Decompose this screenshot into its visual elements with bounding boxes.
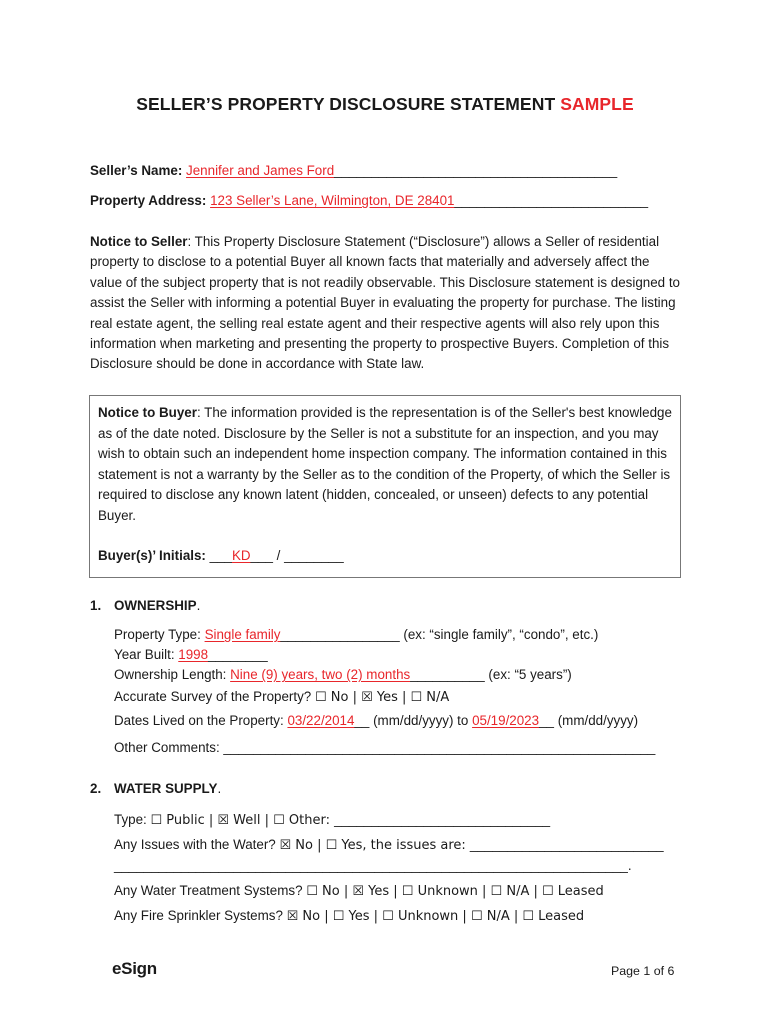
- notice-seller-text: : This Property Disclosure Statement (“Disclosure”) allows a Seller of residential property to disclose to a potential Buyer all known facts that materially and adversely affect the value of the subject property that is not readily observable. This Disclosure statement is designed to assist the Seller with informing a potential Buyer in evaluating the property for purchase. The listing real estate agent, the selling real estate agent and their respective agents will also rely upon this information when marketing and presenting the property to prospective Buyers. Completion of this Disclosure should be done in accordance with State law.: [90, 234, 680, 372]
- year-built-blank: ________: [208, 647, 268, 662]
- accurate-survey-checkboxes[interactable]: ☐ No | ☒ Yes | ☐ N/A: [314, 690, 450, 705]
- notice-to-buyer-box: [89, 395, 681, 578]
- seller-name-value[interactable]: Jennifer and James Ford: [186, 163, 335, 178]
- property-type-label: Property Type:: [114, 627, 205, 642]
- property-address-label: Property Address:: [90, 193, 207, 208]
- initials-pre-blank: ___: [209, 548, 232, 563]
- section-title-dot: .: [217, 781, 222, 796]
- water-issues-label: Any Issues with the Water?: [114, 837, 280, 852]
- ownership-length-blank: __________: [410, 667, 485, 682]
- year-built-value[interactable]: 1998: [178, 647, 209, 662]
- water-issues-checkboxes[interactable]: ☒ No | ☐ Yes, the issues are:: [279, 838, 470, 853]
- property-address-blank: __________________________: [454, 193, 649, 208]
- section-title-dot: .: [196, 598, 201, 613]
- seller-name-row: [90, 163, 617, 178]
- fire-sprinkler-label: Any Fire Sprinkler Systems?: [114, 908, 287, 923]
- date-from-blank: __: [354, 713, 370, 728]
- property-type-blank: ________________: [280, 627, 400, 642]
- notice-to-buyer: [98, 403, 672, 527]
- date-from-value[interactable]: 03/22/2014: [287, 713, 355, 728]
- fire-sprinkler-row: [114, 908, 584, 924]
- seller-name-blank: ______________________________________: [334, 163, 618, 178]
- water-issues-blank[interactable]: __________________________: [469, 837, 664, 852]
- notice-seller-label: Notice to Seller: [90, 234, 188, 249]
- ownership-length-label: Ownership Length:: [114, 667, 231, 682]
- water-type-other-blank[interactable]: _____________________________: [334, 812, 551, 827]
- other-comments-label: Other Comments:: [114, 740, 224, 755]
- water-treatment-checkboxes[interactable]: ☐ No | ☒ Yes | ☐ Unknown | ☐ N/A | ☐ Leased: [306, 884, 604, 899]
- fire-sprinkler-checkboxes[interactable]: ☒ No | ☐ Yes | ☐ Unknown | ☐ N/A | ☐ Leased: [286, 909, 585, 924]
- dates-lived-label: Dates Lived on the Property:: [114, 713, 288, 728]
- property-address-row: [90, 193, 648, 208]
- property-type-value[interactable]: Single family: [204, 627, 281, 642]
- year-built-label: Year Built:: [114, 647, 179, 662]
- water-type-label: Type:: [114, 812, 151, 827]
- water-treatment-label: Any Water Treatment Systems?: [114, 883, 307, 898]
- other-comments-blank[interactable]: __________________________________________________________: [223, 740, 656, 755]
- notice-buyer-text: : The information provided is the representation is of the Seller's best knowledge as of the date noted. Disclosure by the Seller is not a substitute for an inspection, and you may wish to obtain such an independent home inspection company. The information contained in this statement is not a warranty by the Seller as to the condition of the Property, of which the Seller is required to disclose any known latent (hidden, concealed, or unseen) defects to any potential Buyer.: [98, 405, 672, 523]
- section-ownership-heading: [90, 598, 200, 613]
- buyer-initials-row: [98, 548, 344, 563]
- water-issues-row: [114, 837, 664, 853]
- page-number: Page 1 of 6: [611, 964, 675, 978]
- year-built-row: [114, 647, 268, 662]
- date-format-hint: (mm/dd/yyyy) to: [369, 713, 473, 728]
- document-title: [0, 94, 770, 115]
- section-title: WATER SUPPLY: [114, 781, 218, 796]
- ownership-length-hint: (ex: “5 years”): [484, 667, 572, 682]
- section-water-supply-heading: [90, 781, 221, 796]
- section-number: 1.: [90, 598, 102, 613]
- notice-buyer-label: Notice to Buyer: [98, 405, 197, 420]
- ownership-length-row: [114, 667, 572, 682]
- title-sample-badge: SAMPLE: [560, 94, 634, 114]
- water-issues-blank-2[interactable]: _____________________________________________________________________.: [114, 858, 632, 873]
- other-comments-row: [114, 740, 655, 755]
- water-treatment-row: [114, 883, 604, 899]
- date-to-blank: __: [539, 713, 554, 728]
- property-type-row: [114, 627, 598, 642]
- water-type-row: [114, 812, 550, 828]
- accurate-survey-row: [114, 689, 449, 705]
- buyer-initials-label: Buyer(s)’ Initials:: [98, 548, 206, 563]
- dates-lived-row: [114, 713, 638, 728]
- title-main: SELLER’S PROPERTY DISCLOSURE STATEMENT: [136, 94, 556, 114]
- notice-to-seller: [90, 232, 682, 375]
- property-type-hint: (ex: “single family”, “condo”, etc.): [399, 627, 599, 642]
- section-title: OWNERSHIP: [114, 598, 197, 613]
- buyer-initials-value[interactable]: KD: [231, 548, 251, 563]
- esign-logo: eSign: [112, 959, 157, 978]
- property-address-value[interactable]: 123 Seller’s Lane, Wilmington, DE 28401: [210, 193, 455, 208]
- water-type-checkboxes[interactable]: ☐ Public | ☒ Well | ☐ Other:: [150, 813, 335, 828]
- water-issues-line-2: [114, 858, 632, 873]
- initials-post-blank: ___ / ________: [250, 548, 344, 563]
- ownership-length-value[interactable]: Nine (9) years, two (2) months: [230, 667, 411, 682]
- section-number: 2.: [90, 781, 102, 796]
- accurate-survey-label: Accurate Survey of the Property?: [114, 689, 315, 704]
- date-format-hint-2: (mm/dd/yyyy): [554, 713, 639, 728]
- date-to-value[interactable]: 05/19/2023: [472, 713, 540, 728]
- seller-name-label: Seller’s Name:: [90, 163, 183, 178]
